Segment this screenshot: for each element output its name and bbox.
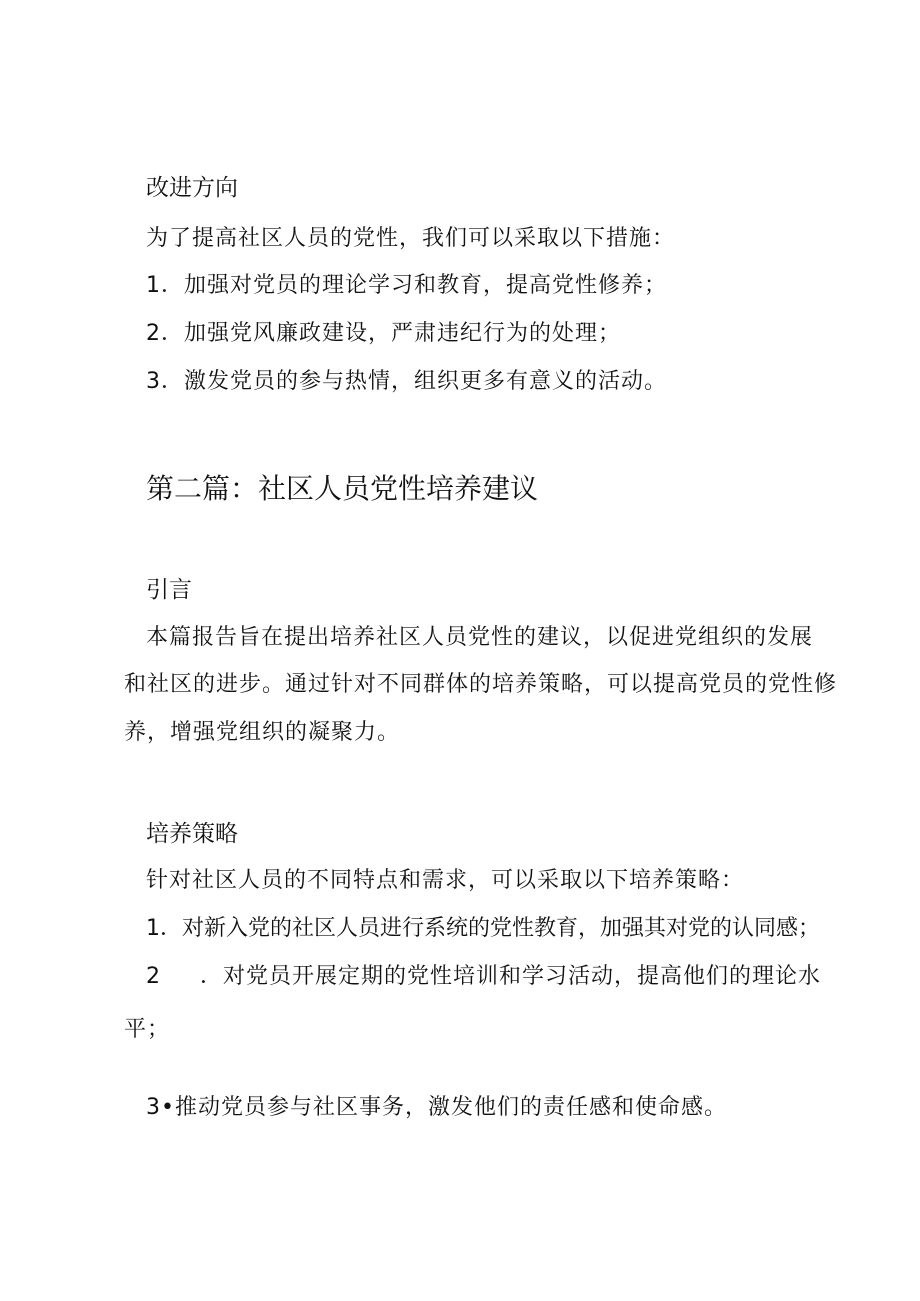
paragraph-line: 和社区的进步。通过针对不同群体的培养策略，可以提高党员的党性修 (124, 672, 838, 697)
list-item-number: 2 (146, 964, 161, 989)
part-title: 第二篇：社区人员党性培养建议 (146, 472, 539, 505)
section-heading-introduction: 引言 (146, 577, 192, 603)
list-item: 1．对新入党的社区人员进行系统的党性教育，加强其对党的认同感； (146, 916, 820, 941)
list-item: ．对党员开展定期的党性培训和学习活动，提高他们的理论水 (200, 964, 822, 989)
list-item: 3．激发党员的参与热情，组织更多有意义的活动。 (146, 369, 667, 394)
list-item-continuation: 平； (124, 1017, 171, 1042)
section-intro-text: 针对社区人员的不同特点和需求，可以采取以下培养策略： (146, 868, 745, 893)
paragraph-line: 养，增强党组织的凝聚力。 (124, 720, 401, 745)
section-heading-improvement: 改进方向 (146, 175, 238, 201)
list-item: 1．加强对党员的理论学习和教育，提高党性修养； (146, 273, 667, 298)
section-intro-text: 为了提高社区人员的党性，我们可以采取以下措施： (146, 226, 676, 251)
paragraph-line: 本篇报告旨在提出培养社区人员党性的建议，以促进党组织的发展 (146, 625, 814, 650)
section-heading-strategy: 培养策略 (146, 821, 238, 847)
list-item: 3•推动党员参与社区事务，激发他们的责任感和使命感。 (146, 1095, 727, 1120)
list-item: 2．加强党风廉政建设，严肃违纪行为的处理； (146, 321, 621, 346)
